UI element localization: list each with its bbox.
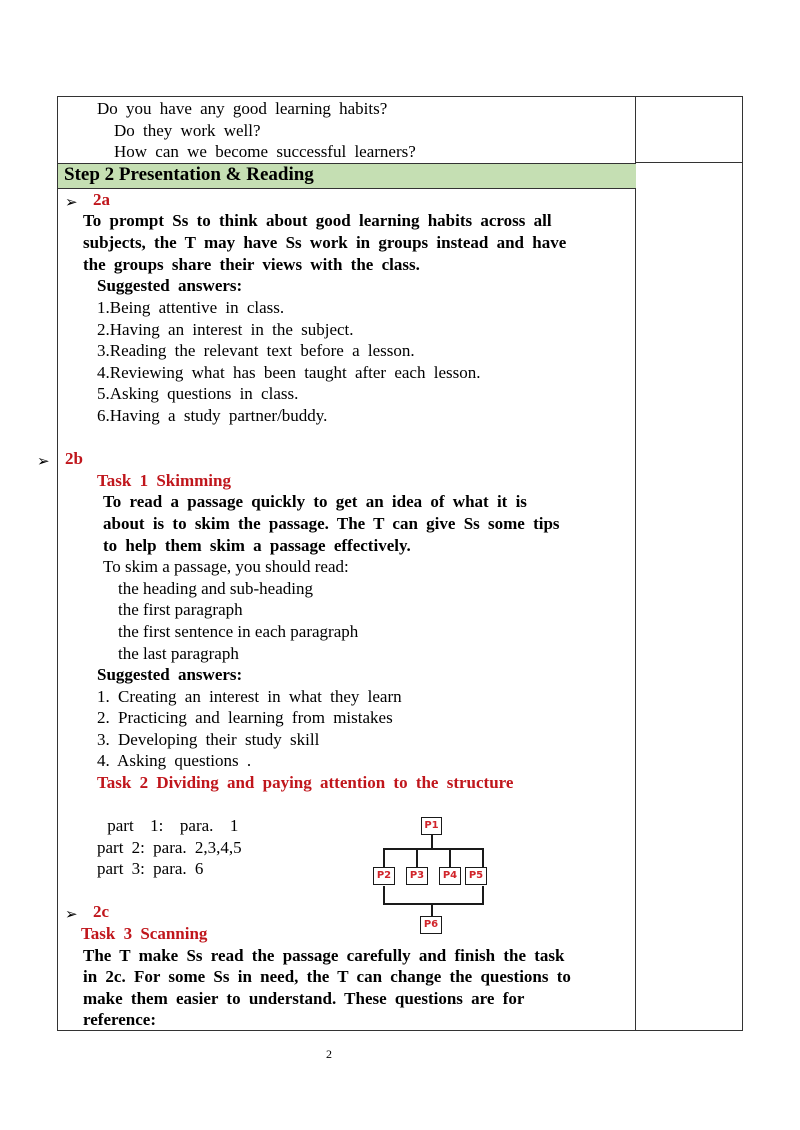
skim-item: the last paragraph (118, 644, 239, 663)
answer-item: 2. Practicing and learning from mistakes (97, 708, 393, 727)
section-label-2c: 2c (93, 902, 110, 921)
diagram-connector (383, 848, 385, 868)
task-3-paragraph-line-2: in 2c. For some Ss in need, the T can change the questions to (83, 967, 571, 986)
diagram-connector (431, 903, 433, 917)
structure-part: part 2: para. 2,3,4,5 (97, 838, 242, 857)
table-border-bottom (57, 1030, 743, 1031)
suggested-answers-heading: Suggested answers: (97, 276, 243, 295)
section-2a-paragraph-line-3: the groups share their views with the class. (83, 255, 420, 274)
skim-item: the first sentence in each paragraph (118, 622, 359, 641)
diagram-connector (416, 848, 418, 868)
arrow-bullet-icon: ➢ (37, 452, 50, 470)
structure-part: part 3: para. 6 (97, 859, 204, 878)
task-1-paragraph-line-1: To read a passage quickly to get an idea of what it is (103, 492, 527, 511)
task-3-paragraph-line-1: The T make Ss read the passage carefully and finish the task (83, 946, 565, 965)
diagram-connector (482, 848, 484, 868)
diagram-node-bottom: P6 (420, 916, 442, 934)
step-title: Step 2 Presentation & Reading (64, 164, 314, 185)
diagram-connector (383, 886, 385, 904)
table-border-left (57, 96, 58, 1031)
task-2-title: Task 2 Dividing and paying attention to the structure (97, 773, 514, 792)
task-1-paragraph-line-2: about is to skim the passage. The T can give Ss some tips (103, 514, 560, 533)
answer-item: 1.Being attentive in class. (97, 298, 285, 317)
skim-item: the first paragraph (118, 600, 243, 619)
table-column-divider (635, 96, 636, 1031)
task-3-title: Task 3 Scanning (81, 924, 208, 943)
skim-intro: To skim a passage, you should read: (103, 557, 349, 576)
diagram-node-top: P1 (421, 817, 442, 835)
table-border-top (57, 96, 743, 97)
table-border-right (742, 96, 743, 1031)
table-row-divider (635, 162, 743, 163)
page-number: 2 (326, 1047, 332, 1061)
diagram-node-middle: P2 (373, 867, 395, 885)
arrow-bullet-icon: ➢ (65, 905, 78, 923)
task-1-paragraph-line-3: to help them skim a passage effectively. (103, 536, 411, 555)
diagram-node-middle: P3 (406, 867, 428, 885)
diagram-connector (383, 848, 484, 850)
answer-item: 6.Having a study partner/buddy. (97, 406, 328, 425)
diagram-node-middle: P4 (439, 867, 461, 885)
diagram-node-middle: P5 (465, 867, 487, 885)
task-1-title: Task 1 Skimming (97, 471, 231, 490)
task-3-paragraph-line-3: make them easier to understand. These questions are for (83, 989, 525, 1008)
arrow-bullet-icon: ➢ (65, 193, 78, 211)
answer-item: 5.Asking questions in class. (97, 384, 299, 403)
intro-question-1: Do you have any good learning habits? (97, 99, 388, 118)
skim-item: the heading and sub-heading (118, 579, 313, 598)
intro-question-2: Do they work well? (114, 121, 261, 140)
task-3-paragraph-line-4: reference: (83, 1010, 156, 1029)
section-label-2a: 2a (93, 190, 110, 209)
answer-item: 3. Developing their study skill (97, 730, 320, 749)
answer-item: 3.Reading the relevant text before a lesson. (97, 341, 415, 360)
diagram-connector (383, 903, 484, 905)
intro-question-3: How can we become successful learners? (114, 142, 416, 161)
section-2a-paragraph-line-1: To prompt Ss to think about good learning habits across all (83, 211, 552, 230)
section-label-2b: 2b (65, 449, 83, 468)
diagram-connector (449, 848, 451, 868)
answer-item: 2.Having an interest in the subject. (97, 320, 354, 339)
suggested-answers-heading: Suggested answers: (97, 665, 243, 684)
answer-item: 1. Creating an interest in what they learn (97, 687, 402, 706)
answer-item: 4.Reviewing what has been taught after each lesson. (97, 363, 481, 382)
diagram-connector (482, 886, 484, 904)
section-2a-paragraph-line-2: subjects, the T may have Ss work in groups instead and have (83, 233, 567, 252)
structure-part: part 1: para. 1 (99, 816, 239, 835)
answer-item: 4. Asking questions . (97, 751, 252, 770)
diagram-connector (431, 835, 433, 849)
